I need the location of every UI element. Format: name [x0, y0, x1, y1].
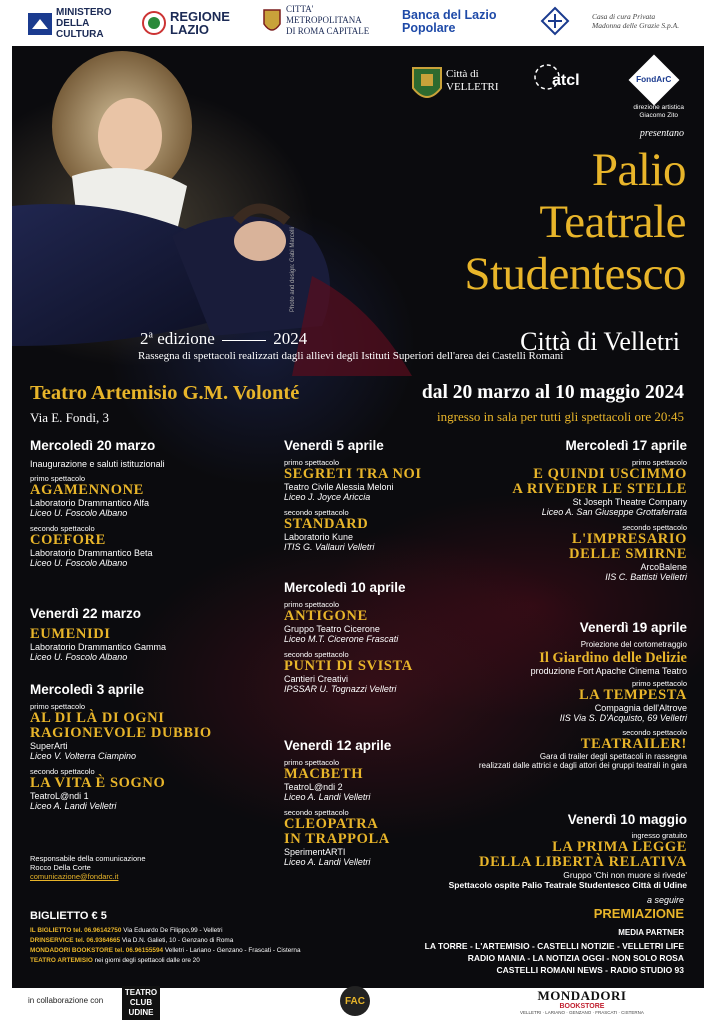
- show-label: primo spettacolo: [30, 702, 86, 711]
- day-heading: Mercoledì 20 marzo: [30, 438, 156, 453]
- show-label: secondo spettacolo: [284, 508, 349, 517]
- logo-ministero-cultura: [28, 7, 112, 40]
- show-label: ingresso gratuito: [631, 831, 687, 840]
- show-description: Gara di trailer degli spettacoli in rassegna: [539, 752, 687, 761]
- mondadori-logo: [520, 988, 644, 1015]
- show-group: Gruppo 'Chi non muore si rivede': [563, 870, 687, 880]
- show-school: Liceo A. Landi Velletri: [284, 857, 371, 867]
- show-title: IN TRAPPOLA: [284, 831, 390, 847]
- day-block: [284, 438, 422, 552]
- show-label: secondo spettacolo: [284, 808, 349, 817]
- partner-citta-velletri: [446, 68, 499, 94]
- show-title: AL DI LÀ DI OGNI: [30, 710, 165, 726]
- show-title: EUMENIDI: [30, 626, 111, 642]
- show-title: PUNTI DI SVISTA: [284, 658, 413, 674]
- show-label: secondo spettacolo: [284, 650, 349, 659]
- show-description: Spettacolo ospite Palio Teatrale Studentesco Città di Udine: [448, 880, 687, 890]
- subtitle: Città di Velletri: [520, 327, 680, 356]
- ticket-price: BIGLIETTO € 5: [30, 910, 107, 922]
- day-block: [30, 682, 212, 811]
- casa-line: Madonna delle Grazie S.p.A.: [592, 21, 680, 30]
- ticket-outlet: [30, 956, 301, 966]
- day-heading: Venerdì 22 marzo: [30, 606, 142, 621]
- show-group: SperimentARTI: [284, 847, 346, 857]
- show-label: primo spettacolo: [30, 474, 86, 483]
- metropolitana-line: DI ROMA CAPITALE: [286, 26, 370, 36]
- show-group: Laboratorio Kune: [284, 532, 354, 542]
- teatro-club-line: TEATRO: [124, 988, 158, 997]
- partner-citta-line: Città di: [446, 68, 479, 80]
- show-title: DELLE SMIRNE: [569, 546, 687, 562]
- edition-sup: a: [148, 329, 153, 341]
- day-block: [284, 738, 391, 867]
- day-note: Proiezione del cortometraggio: [580, 640, 687, 649]
- casa-line: Casa di cura Privata: [592, 12, 656, 21]
- show-title: AGAMENNONE: [30, 482, 144, 498]
- show-title: L'IMPRESARIO: [571, 531, 687, 547]
- show-group: St Joseph Theatre Company: [572, 497, 687, 507]
- day-block: [512, 438, 687, 582]
- show-label: secondo spettacolo: [30, 524, 95, 533]
- logo-casa-di-cura: [540, 6, 679, 36]
- day-heading: Mercoledì 17 aprile: [565, 438, 687, 453]
- outlet-name: IL BIGLIETTO tel. 06.96142750: [30, 927, 122, 934]
- day-heading: Mercoledì 3 aprile: [30, 682, 145, 697]
- show-label: primo spettacolo: [284, 758, 340, 767]
- actors-photo: [12, 46, 412, 376]
- show-group: Compagnia dell'Altrove: [594, 703, 687, 713]
- banca-line: Popolare: [402, 21, 456, 35]
- partner-atcl: atcl: [552, 72, 580, 89]
- edition: [140, 329, 307, 349]
- mondadori-bookstore: BOOKSTORE: [559, 1003, 605, 1010]
- regione-line: LAZIO: [170, 22, 209, 37]
- media-partner-line: RADIO MANIA - LA NOTIZIA OGGI - NON SOLO ROSA: [467, 953, 684, 963]
- show-title: TEATRAILER!: [580, 736, 687, 752]
- show-school: Liceo U. Foscolo Albano: [30, 558, 128, 568]
- day-note: Inaugurazione e saluti istituzionali: [30, 459, 165, 469]
- show-title: ANTIGONE: [284, 608, 368, 624]
- show-group: Cantieri Creativi: [284, 674, 349, 684]
- fondarc-caption-line: direzione artistica: [633, 104, 684, 111]
- edition-word: edizione: [152, 329, 215, 348]
- venue-address: Via E. Fondi, 3: [30, 410, 110, 425]
- photo-credit: Photo and design: Gabi Marcelli: [290, 226, 296, 312]
- show-label: primo spettacolo: [631, 679, 687, 688]
- fondarc-mark: FondArC: [636, 75, 672, 85]
- show-title: LA TEMPESTA: [579, 687, 687, 703]
- day-block: [449, 812, 687, 890]
- regione-emblem-icon: [142, 11, 166, 35]
- show-school: Liceo A. Landi Velletri: [284, 792, 371, 802]
- partner-citta-line: VELLETRI: [446, 81, 499, 93]
- title-line-2: Teatrale: [539, 196, 686, 248]
- metropolitana-line: CITTA': [286, 4, 314, 14]
- title-line-1: Palio: [591, 144, 686, 196]
- ministero-line: DELLA: [56, 18, 90, 29]
- show-school: IPSSAR U. Tognazzi Velletri: [284, 684, 397, 694]
- show-group: TeatroL@ndi 2: [284, 782, 343, 792]
- outlet-address: Velletri - Lariano - Genzano - Frascati - Cisterna: [163, 947, 301, 954]
- outlet-address: Via Eduardo De Filippo,99 - Velletri: [121, 927, 223, 934]
- ticket-outlet: [30, 936, 301, 946]
- show-title: COEFORE: [30, 532, 106, 548]
- title-line-3: Studentesco: [464, 248, 686, 300]
- show-label: secondo spettacolo: [622, 523, 687, 532]
- poster: [12, 46, 704, 988]
- banca-line: Banca del Lazio: [402, 8, 497, 22]
- day-block: [284, 580, 413, 694]
- show-group: Laboratorio Drammantico Gamma: [30, 642, 167, 652]
- fondarc-logo: [629, 55, 680, 106]
- velletri-crest-icon: [410, 62, 444, 106]
- contact-role: Responsabile della comunicazione: [30, 854, 146, 863]
- show-group: Laboratorio Drammantico Alfa: [30, 498, 150, 508]
- metropolitana-line: METROPOLITANA: [286, 15, 362, 25]
- show-title: STANDARD: [284, 516, 369, 532]
- ticket-outlet: [30, 926, 301, 936]
- ministero-emblem-icon: [28, 13, 52, 35]
- show-title: LA PRIMA LEGGE: [552, 839, 687, 855]
- show-label: primo spettacolo: [284, 600, 340, 609]
- festival-dates: dal 20 marzo al 10 maggio 2024: [421, 382, 684, 403]
- show-school: IIS Via S. D'Acquisto, 69 Velletri: [559, 713, 687, 723]
- media-partner-line: CASTELLI ROMANI NEWS - RADIO STUDIO 93: [496, 965, 684, 975]
- logo-banca-lazio: [402, 9, 496, 35]
- logo-citta-metropolitana: [262, 4, 369, 37]
- press-contact: [30, 854, 146, 881]
- rassegna-text: Rassegna di spettacoli realizzati dagli allievi degli Istituti Superiori dell'area dei Castelli Romani: [138, 350, 564, 362]
- logo-regione-lazio: [142, 10, 230, 36]
- ticket-outlet: [30, 946, 301, 956]
- show-title: RAGIONEVOLE DUBBIO: [30, 725, 212, 741]
- show-description: realizzati dalle attrici e dagli attori dei gruppi teatrali in gara: [478, 761, 687, 770]
- fondarc-caption: [633, 104, 684, 120]
- show-group: TeatroL@ndi 1: [30, 791, 89, 801]
- show-title: CLEOPATRA: [284, 816, 379, 832]
- show-title: MACBETH: [284, 766, 364, 782]
- outlet-name: TEATRO ARTEMISIO: [30, 957, 93, 964]
- film-title: Il Giardino delle Delizie: [539, 650, 687, 666]
- day-block: [479, 620, 687, 770]
- day-heading: Venerdì 10 maggio: [567, 812, 687, 827]
- outlet-name: DRINSERVICE tel. 06.9364665: [30, 937, 121, 944]
- show-label: primo spettacolo: [284, 458, 340, 467]
- media-partner-title: MEDIA PARTNER: [618, 928, 684, 937]
- a-seguire-label: a seguire: [646, 895, 684, 905]
- entry-time: ingresso in sala per tutti gli spettacoli ore 20:45: [437, 409, 684, 424]
- show-group: Gruppo Teatro Cicerone: [284, 624, 380, 634]
- day-block: [30, 438, 165, 568]
- outlet-address: Via D.N. Galieti, 10 - Genzano di Roma: [120, 937, 234, 944]
- teatro-club-udine-logo: [122, 986, 160, 1020]
- collab-label: in collaborazione con: [28, 996, 104, 1005]
- show-label: secondo spettacolo: [622, 728, 687, 737]
- casa-di-cura-emblem-icon: [540, 6, 570, 36]
- show-title: A RIVEDER LE STELLE: [512, 481, 687, 497]
- ministero-line: MINISTERO: [56, 7, 112, 18]
- contact-name: Rocco Della Corte: [30, 863, 91, 872]
- show-school: IIS C. Battisti Velletri: [605, 572, 687, 582]
- day-heading: Mercoledì 10 aprile: [284, 580, 406, 595]
- show-group: SuperArti: [30, 741, 68, 751]
- ministero-line: CULTURA: [56, 29, 104, 40]
- show-label: primo spettacolo: [631, 458, 687, 467]
- film-production: produzione Fort Apache Cinema Teatro: [530, 666, 687, 676]
- edition-year: 2024: [273, 329, 308, 348]
- fac-logo: FAC: [340, 986, 370, 1016]
- show-group: Teatro Civile Alessia Meloni: [284, 482, 394, 492]
- teatro-club-line: CLUB: [129, 998, 153, 1007]
- show-school: Liceo U. Foscolo Albano: [30, 652, 128, 662]
- premiazione-heading: PREMIAZIONE: [593, 906, 684, 921]
- show-school: Liceo M.T. Cicerone Frascati: [284, 634, 399, 644]
- show-group: ArcoBalene: [640, 562, 687, 572]
- day-heading: Venerdì 5 aprile: [284, 438, 384, 453]
- show-school: Liceo V. Volterra Ciampino: [30, 751, 137, 761]
- ticket-outlets: [30, 926, 301, 966]
- media-partner-list: [425, 940, 684, 976]
- media-partner-line: LA TORRE - L'ARTEMISIO - CASTELLI NOTIZIE - VELLETRI LIFE: [424, 941, 684, 951]
- contact-email-link[interactable]: comunicazione@fondarc.it: [30, 872, 119, 881]
- mondadori-wordmark: MONDADORI: [537, 988, 627, 1003]
- show-school: Liceo A. Landi Velletri: [30, 801, 117, 811]
- mondadori-towns: VELLETRI · LARIANO · GENZANO · FRASCATI · CISTERNA: [520, 1010, 644, 1015]
- teatro-club-line: UDINE: [128, 1008, 154, 1017]
- show-school: ITIS G. Vallauri Velletri: [284, 542, 375, 552]
- show-school: Liceo J. Joyce Ariccia: [284, 492, 371, 502]
- edition-rule: [222, 340, 266, 341]
- show-title: SEGRETI TRA NOI: [284, 466, 422, 482]
- outlet-address: nei giorni degli spettacoli dalle ore 20: [92, 957, 200, 964]
- show-school: Liceo U. Foscolo Albano: [30, 508, 128, 518]
- show-title: E QUINDI USCIMMO: [533, 466, 687, 482]
- show-school: Liceo A. San Giuseppe Grottaferrata: [541, 507, 687, 517]
- show-title: DELLA LIBERTÀ RELATIVA: [479, 854, 687, 870]
- footer-strip: [0, 988, 716, 1024]
- outlet-name: MONDADORI BOOKSTORE tel. 06.96155594: [30, 947, 164, 954]
- metropolitana-crest-icon: [262, 6, 282, 36]
- fondarc-caption-line: Giacomo Zito: [639, 112, 679, 119]
- show-group: Laboratorio Drammantico Beta: [30, 548, 153, 558]
- show-label: secondo spettacolo: [30, 767, 95, 776]
- show-title: LA VITA È SOGNO: [30, 775, 166, 791]
- regione-line: REGIONE: [170, 9, 230, 24]
- sponsor-strip: [0, 0, 716, 46]
- day-heading: Venerdì 12 aprile: [284, 738, 392, 753]
- venue-name: Teatro Artemisio G.M. Volonté: [30, 382, 300, 404]
- day-heading: Venerdì 19 aprile: [579, 620, 687, 635]
- presentano-label: presentano: [639, 128, 684, 139]
- edition-number: 2: [140, 329, 149, 348]
- day-block: [30, 606, 166, 662]
